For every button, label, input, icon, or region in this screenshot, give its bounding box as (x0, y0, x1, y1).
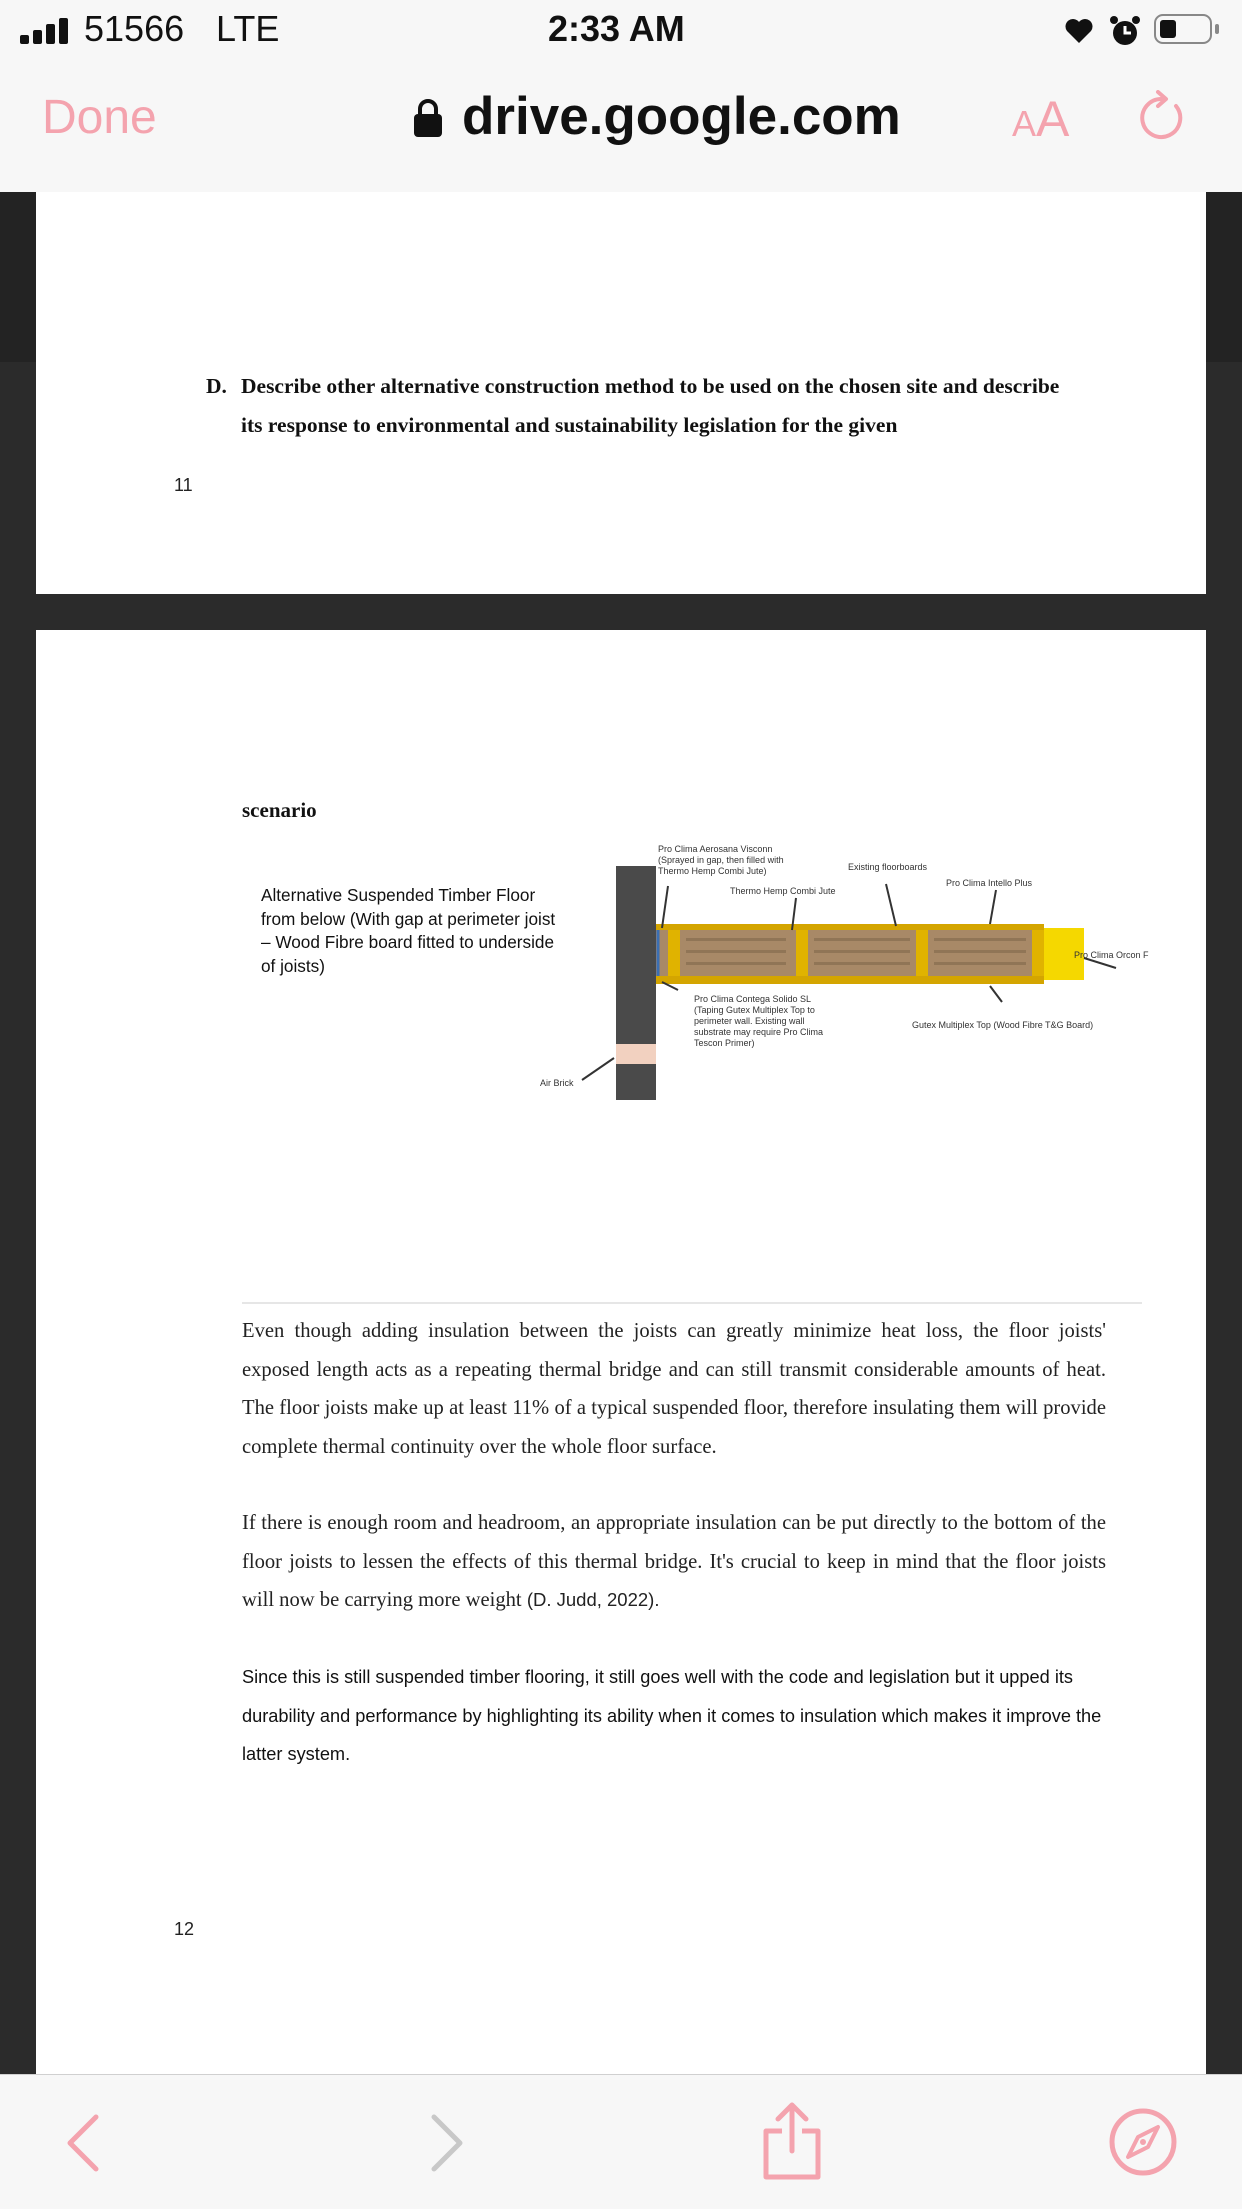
url-display[interactable]: drive.google.com (462, 87, 901, 146)
browser-nav-bar (0, 60, 1242, 193)
diagram-caption: Alternative Suspended Timber Floor from below (With gap at perimeter joist – Wood Fibre board fitted to underside of joists) (261, 885, 556, 976)
share-icon[interactable] (758, 2101, 826, 2181)
paragraph-3: Since this is still suspended timber flooring, it still goes well with the code and legislation but it upped its durability and performance by highlighting its ability when it comes to insulation which makes it improve the latter system. (242, 1667, 1102, 1765)
back-arrow-icon[interactable] (62, 2113, 106, 2173)
lock-icon (412, 98, 444, 138)
paragraph-2 (242, 1504, 1106, 1620)
item-text: Describe other alternative construction method to be used on the chosen site and describe its response to environmental and sustainability legislation for the given (241, 374, 1060, 437)
label-air-brick: Air Brick (540, 1078, 574, 1088)
browser-toolbar (0, 2074, 1242, 2209)
clock: 2:33 AM (548, 8, 685, 49)
document-page-11 (36, 192, 1206, 594)
heart-icon (1064, 18, 1094, 44)
divider (242, 1302, 1142, 1304)
page-number: 12 (174, 1919, 195, 1939)
done-button[interactable]: Done (42, 91, 157, 144)
question-item-d (206, 367, 1086, 445)
label-contega-2: (Taping Gutex Multiplex Top to (694, 1005, 815, 1015)
signal-bars-icon (20, 18, 72, 44)
section-heading: scenario (242, 798, 317, 822)
alarm-icon (1108, 14, 1142, 48)
reload-icon[interactable] (1134, 90, 1190, 146)
label-gutex: Gutex Multiplex Top (Wood Fibre T&G Board) (912, 1020, 1094, 1030)
document-page-12 (36, 630, 1206, 2074)
text-size-small-label: A (1012, 103, 1037, 144)
label-orcon: Pro Clima Orcon F (1074, 950, 1149, 960)
network-label: LTE (216, 8, 280, 49)
label-intello: Pro Clima Intello Plus (946, 878, 1033, 888)
label-aerosana-1: Pro Clima Aerosana Visconn (658, 844, 773, 854)
label-aerosana-3: Thermo Hemp Combi Jute) (658, 866, 767, 876)
page-number: 11 (174, 475, 193, 495)
text-size-large-label: A (1036, 91, 1070, 147)
label-contega-5: Tescon Primer) (694, 1038, 755, 1048)
battery-icon (1154, 14, 1220, 46)
item-letter: D. (206, 374, 227, 398)
label-contega-4: substrate may require Pro Clima (694, 1027, 824, 1037)
paragraph-2-text: If there is enough room and headroom, an appropriate insulation can be put directly to the bottom of the floor joists to lessen the effects of this thermal bridge. It's crucial to keep in mind that the floor joists will now be carrying more weight (242, 1512, 1106, 1612)
label-floorboards: Existing floorboards (848, 862, 928, 872)
section-drawing (496, 830, 1176, 1100)
label-aerosana-2: (Sprayed in gap, then filled with (658, 855, 784, 865)
label-hemp: Thermo Hemp Combi Jute (730, 886, 836, 896)
status-bar (0, 0, 1242, 60)
compass-icon[interactable] (1108, 2107, 1178, 2177)
label-contega-1: Pro Clima Contega Solido SL (694, 994, 812, 1004)
text-size-button[interactable] (1012, 90, 1069, 148)
carrier-label: 51566 (84, 8, 185, 49)
label-contega-3: perimeter wall. Existing wall (694, 1016, 805, 1026)
paragraph-1: Even though adding insulation between the joists can greatly minimize heat loss, the floor joists' exposed length acts as a repeating thermal bridge and can still transmit considerable amounts of heat. The floor joists make up at least 11% of a typical suspended floor, therefore insulating them will provide complete thermal continuity over the whole floor surface. (242, 1320, 1106, 1458)
paragraph-2-citation: (D. Judd, 2022). (526, 1589, 660, 1611)
forward-arrow-icon[interactable] (424, 2113, 468, 2173)
document-viewer[interactable] (0, 192, 1242, 2074)
